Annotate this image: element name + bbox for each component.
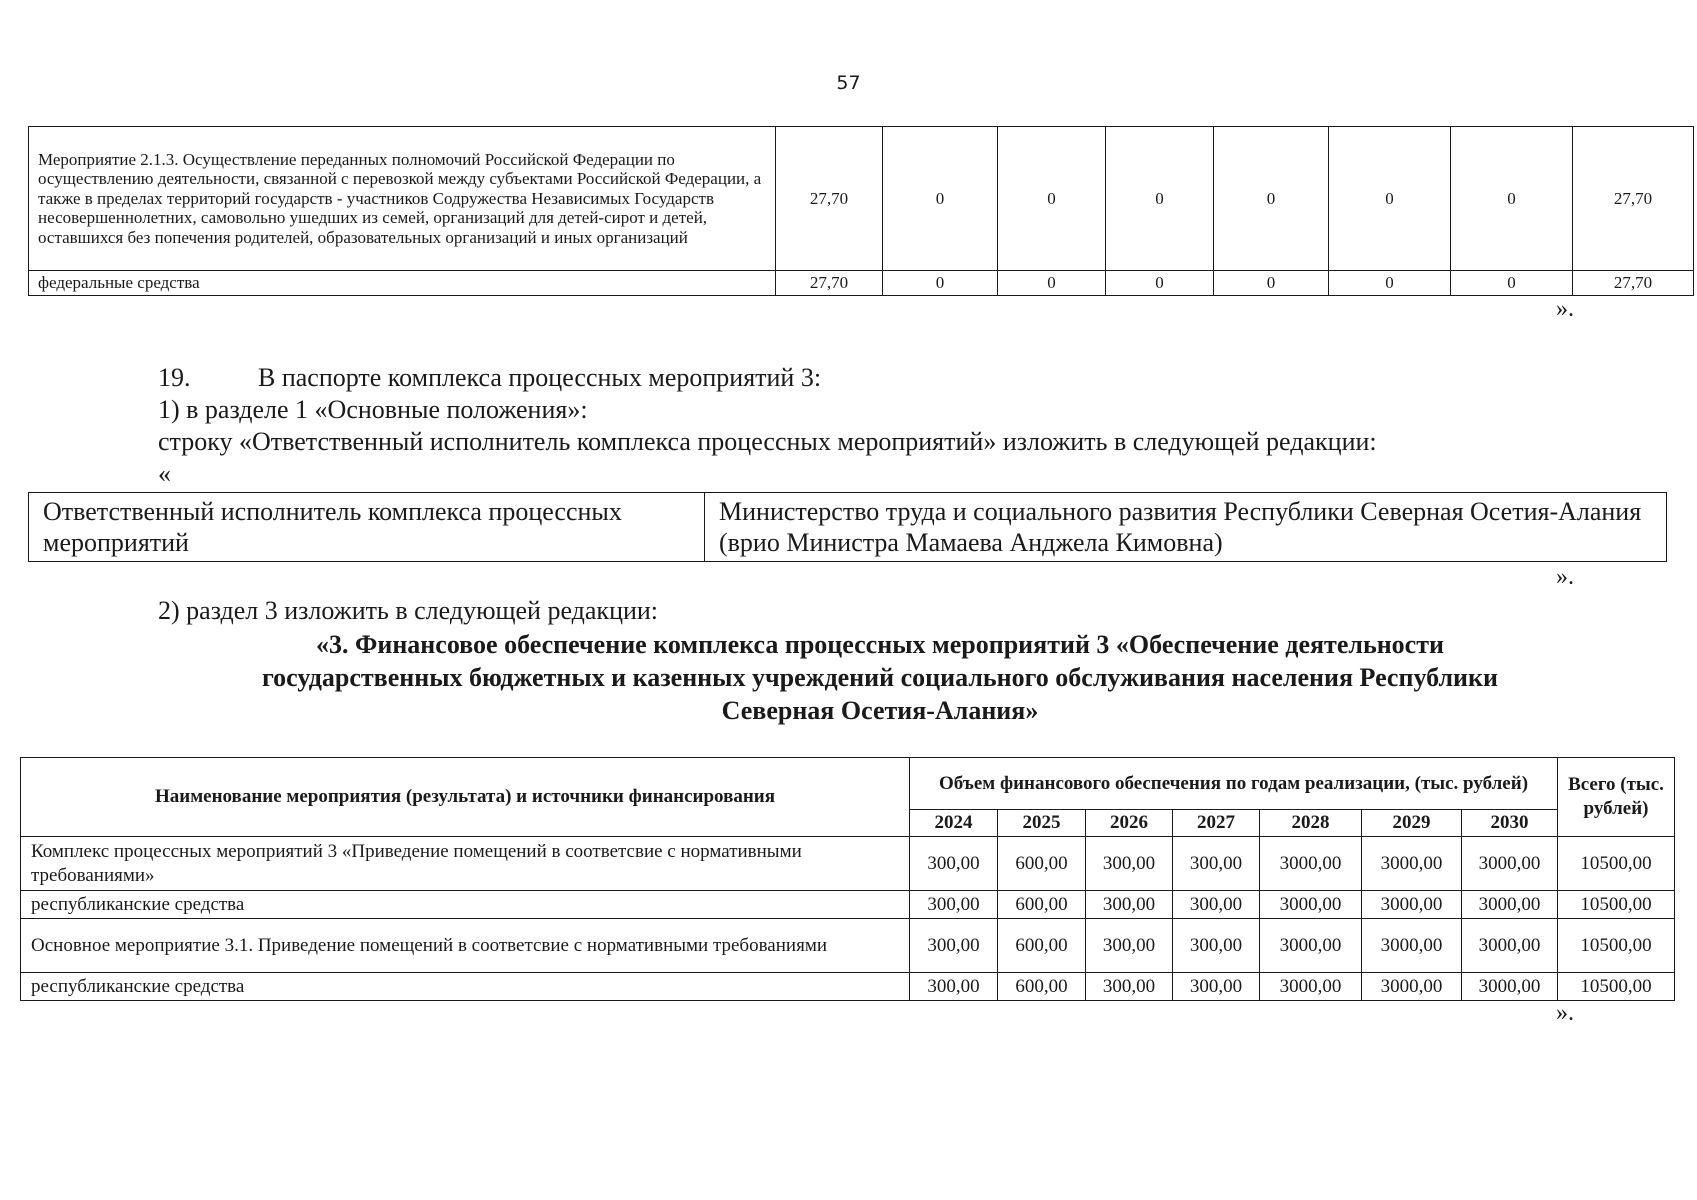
year-header: 2030 [1462, 810, 1558, 837]
header-total: Всего (тыс. рублей) [1558, 758, 1675, 837]
value-cell: 0 [1451, 271, 1573, 296]
value-cell: 27,70 [776, 127, 883, 271]
header-row [21, 758, 1675, 810]
value-cell: 0 [883, 127, 998, 271]
section-heading [0, 628, 1697, 727]
value-cell: 3000,00 [1260, 919, 1362, 973]
value-cell: 300,00 [910, 919, 998, 973]
value-cell: 0 [998, 127, 1106, 271]
table-row [21, 973, 1675, 1001]
year-header: 2028 [1260, 810, 1362, 837]
value-cell: 0 [883, 271, 998, 296]
value-cell: 300,00 [1173, 837, 1260, 891]
item-text: В паспорте комплекса процессных мероприятий 3: [258, 363, 822, 392]
field-value: Министерство труда и социального развития Республики Северная Осетия-Алания (врио Министра Мамаева Анджела Кимовна) [705, 493, 1667, 562]
value-cell: 3000,00 [1362, 973, 1462, 1001]
value-cell: 3000,00 [1462, 973, 1558, 1001]
value-cell: 3000,00 [1362, 919, 1462, 973]
activity-name: Основное мероприятие 3.1. Приведение помещений в соответсвие с нормативными требованиями [21, 919, 910, 973]
value-cell: 600,00 [998, 891, 1086, 919]
year-header: 2027 [1173, 810, 1260, 837]
instruction-line: строку «Ответственный исполнитель комплекса процессных мероприятий» изложить в следующей редакции: [158, 427, 1377, 456]
total-cell: 10500,00 [1558, 837, 1675, 891]
value-cell: 0 [1329, 127, 1451, 271]
funding-table-continued [28, 126, 1694, 296]
subitem-2: 2) раздел 3 изложить в следующей редакции: [158, 596, 659, 625]
header-name: Наименование мероприятия (результата) и источники финансирования [21, 758, 910, 837]
value-cell: 0 [1329, 271, 1451, 296]
value-cell: 300,00 [1086, 973, 1173, 1001]
value-cell: 0 [1106, 271, 1214, 296]
closing-quote: ». [1556, 1000, 1574, 1026]
value-cell: 0 [1106, 127, 1214, 271]
value-cell: 0 [1214, 127, 1329, 271]
value-cell: 300,00 [1173, 973, 1260, 1001]
table-row [29, 271, 1694, 296]
total-cell: 10500,00 [1558, 973, 1675, 1001]
value-cell: 3000,00 [1362, 891, 1462, 919]
funding-source: республиканские средства [21, 973, 910, 1001]
value-cell: 300,00 [910, 973, 998, 1001]
value-cell: 3000,00 [1260, 891, 1362, 919]
funding-source: федеральные средства [29, 271, 776, 296]
value-cell: 300,00 [910, 837, 998, 891]
total-cell: 10500,00 [1558, 891, 1675, 919]
heading-line: Северная Осетия-Алания» [721, 696, 1039, 725]
closing-quote: ». [1556, 564, 1574, 590]
financing-table [20, 757, 1675, 1001]
value-cell: 0 [1214, 271, 1329, 296]
table-row [21, 837, 1675, 891]
funding-source: республиканские средства [21, 891, 910, 919]
value-cell: 3000,00 [1362, 837, 1462, 891]
value-cell: 300,00 [910, 891, 998, 919]
value-cell: 300,00 [1086, 837, 1173, 891]
value-cell: 300,00 [1086, 891, 1173, 919]
value-cell: 3000,00 [1462, 891, 1558, 919]
year-header: 2026 [1086, 810, 1173, 837]
total-cell: 10500,00 [1558, 919, 1675, 973]
value-cell: 600,00 [998, 837, 1086, 891]
item-number: 19. [158, 363, 191, 392]
value-cell: 27,70 [776, 271, 883, 296]
table-row [21, 891, 1675, 919]
header-volume: Объем финансового обеспечения по годам реализации, (тыс. рублей) [910, 758, 1558, 810]
activity-name: Мероприятие 2.1.3. Осуществление переданных полномочий Российской Федерации по осуществлению деятельности, связанной с перевозкой между субъектами Российской Федерации, а также в пределах территорий государств - участников Содружества Независимых Государств несовершеннолетних, самовольно ушедших из семей, организаций для детей-сирот и детей, оставшихся без попечения родителей, образовательных организаций и иных организаций [29, 127, 776, 271]
value-cell: 3000,00 [1260, 973, 1362, 1001]
table-row [21, 919, 1675, 973]
value-cell: 600,00 [998, 919, 1086, 973]
value-cell: 600,00 [998, 973, 1086, 1001]
closing-quote: ». [1556, 296, 1574, 322]
heading-line: «3. Финансовое обеспечение комплекса процессных мероприятий 3 «Обеспечение деятельности [316, 630, 1444, 659]
heading-line: государственных бюджетных и казенных учреждений социального обслуживания населения Республики [262, 663, 1498, 692]
table-row [29, 493, 1667, 562]
value-cell: 300,00 [1086, 919, 1173, 973]
table-row [29, 127, 1694, 271]
value-cell: 0 [998, 271, 1106, 296]
year-header: 2025 [998, 810, 1086, 837]
year-header: 2029 [1362, 810, 1462, 837]
value-cell: 300,00 [1173, 891, 1260, 919]
subitem-1: 1) в разделе 1 «Основные положения»: [158, 395, 588, 424]
value-cell: 3000,00 [1462, 837, 1558, 891]
value-cell: 0 [1451, 127, 1573, 271]
page-number: 57 [836, 72, 861, 94]
responsible-executor-table [28, 492, 1667, 562]
value-cell: 3000,00 [1260, 837, 1362, 891]
opening-quote: « [158, 459, 171, 488]
activity-name: Комплекс процессных мероприятий 3 «Приведение помещений в соответсвие с нормативными требованиями» [21, 837, 910, 891]
total-cell: 27,70 [1573, 127, 1694, 271]
value-cell: 300,00 [1173, 919, 1260, 973]
value-cell: 3000,00 [1462, 919, 1558, 973]
field-label: Ответственный исполнитель комплекса процессных мероприятий [29, 493, 705, 562]
total-cell: 27,70 [1573, 271, 1694, 296]
year-header: 2024 [910, 810, 998, 837]
